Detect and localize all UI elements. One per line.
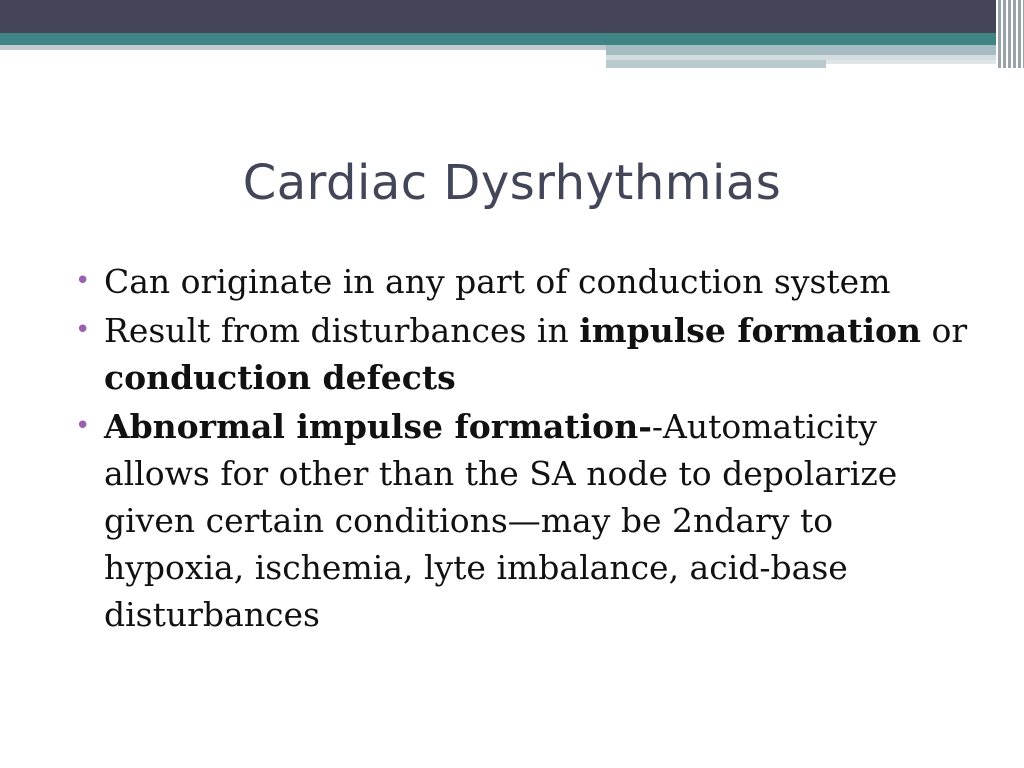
header-bar-gray <box>0 45 606 50</box>
bullet-text: Result from disturbances in <box>104 311 580 350</box>
bullet-item <box>72 307 972 401</box>
bullet-bold-text: conduction defects <box>104 358 456 397</box>
header-bar-teal <box>0 33 1024 45</box>
bullet-item <box>72 258 972 305</box>
header-stripes <box>996 0 1024 68</box>
header-bar-dark <box>0 0 1024 33</box>
bullet-text: or <box>921 311 968 350</box>
bullet-bold-text: impulse formation <box>579 311 921 350</box>
bullet-text: Can originate in any part of conduction system <box>104 262 891 301</box>
bullet-icon: • <box>75 411 91 441</box>
header-bar-light <box>826 60 1006 64</box>
bullet-bold-text: Abnormal impulse formation- <box>104 407 652 446</box>
header-bar-light <box>606 45 1006 55</box>
bullet-list <box>72 258 972 640</box>
header-bar-light <box>606 60 826 68</box>
bullet-item <box>72 403 972 638</box>
bullet-icon: • <box>75 266 91 296</box>
slide-title: Cardiac Dysrhythmias <box>242 155 782 211</box>
bullet-text: -Automaticity allows for other than the SA node to depolarize given certain conditions—may be 2ndary to hypoxia, ischemia, lyte imbalance, acid-base disturbances <box>104 407 898 634</box>
bullet-icon: • <box>75 315 91 345</box>
